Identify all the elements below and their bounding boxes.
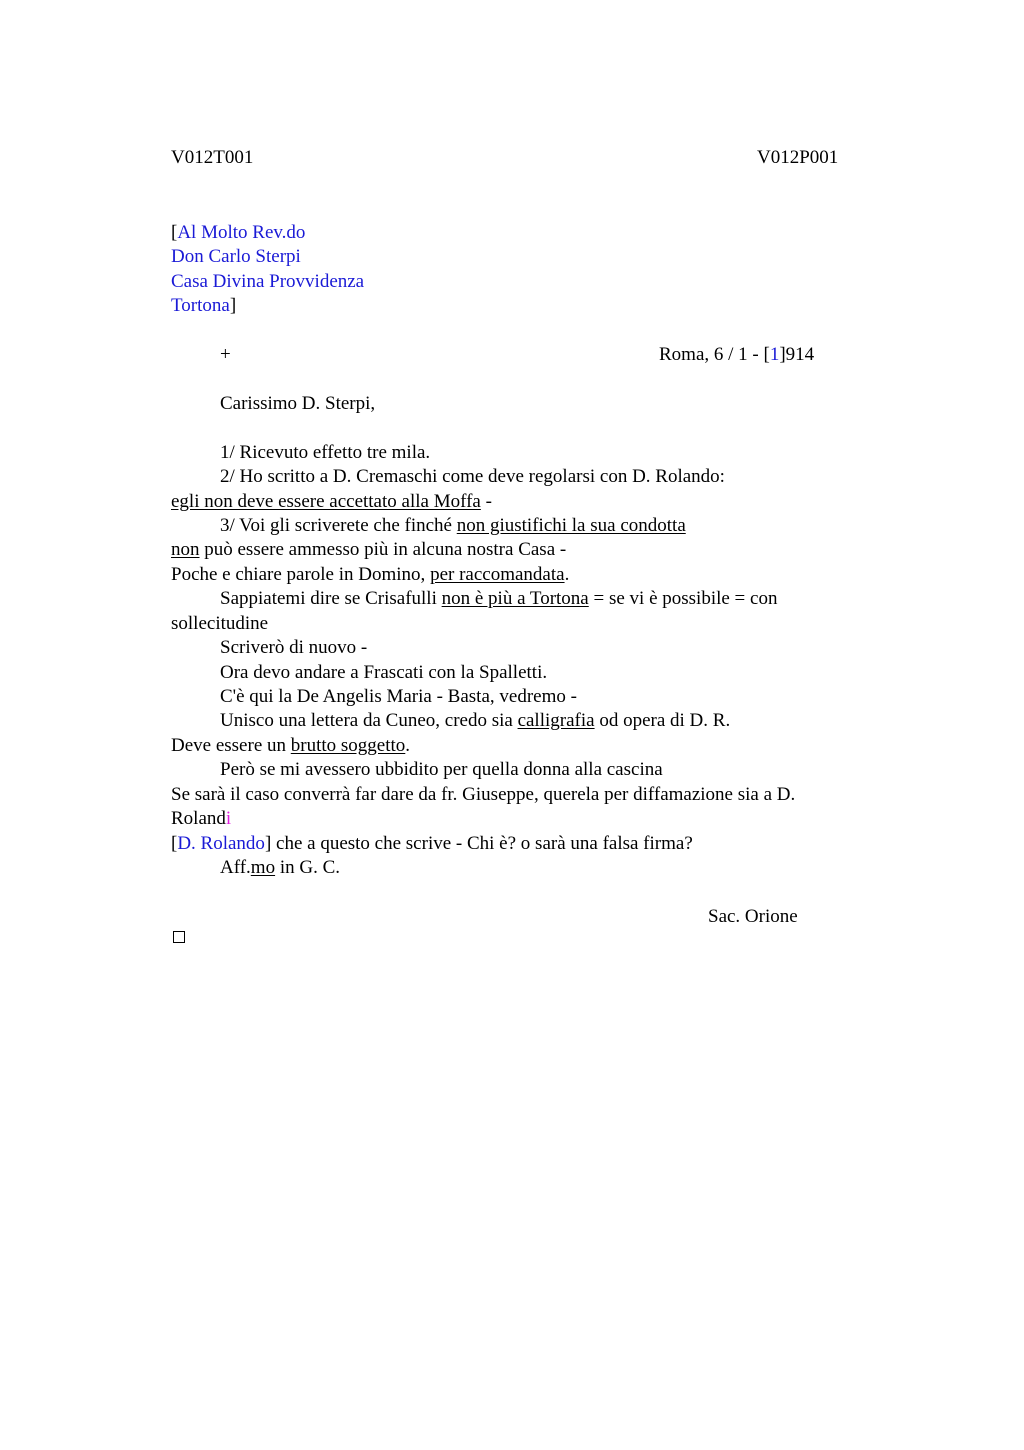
body-line: Unisco una lettera da Cuneo, credo sia calligrafia od opera di D. R. xyxy=(220,710,731,731)
salutation: Carissimo D. Sterpi, xyxy=(220,393,376,414)
address-line-2: Don Carlo Sterpi xyxy=(171,246,301,267)
body-line: Rolandi xyxy=(171,808,232,829)
body-line: Sappiatemi dire se Crisafulli non è più a Tortona = se vi è possibile = con xyxy=(220,588,778,609)
body-line: 1/ Ricevuto effetto tre mila. xyxy=(220,442,431,463)
address-line-3: Casa Divina Provvidenza xyxy=(171,271,365,292)
address-line-4: Tortona xyxy=(171,295,230,316)
date-insertion: 1 xyxy=(769,344,780,365)
correction-mark: i xyxy=(225,808,232,829)
body-line: Ora devo andare a Frascati con la Spalletti. xyxy=(220,662,548,683)
header-right-code: V012P001 xyxy=(757,147,839,168)
signature: Sac. Orione xyxy=(708,906,798,927)
body-line: C'è qui la De Angelis Maria - Basta, vedremo - xyxy=(220,686,577,707)
cross-mark: + xyxy=(220,344,231,365)
editorial-insertion: D. Rolando xyxy=(177,833,265,854)
body-line: egli non deve essere accettato alla Moffa - xyxy=(171,491,492,512)
underlined-text: egli non deve essere accettato alla Moffa xyxy=(171,491,481,512)
underlined-text: mo xyxy=(250,857,276,878)
body-line: [D. Rolando] che a questo che scrive - Chi è? o sarà una falsa firma? xyxy=(171,833,693,854)
end-box-icon xyxy=(173,931,185,943)
date-line: Roma, 6 / 1 - [1]914 xyxy=(659,344,815,365)
address-line-1: Al Molto Rev.do xyxy=(177,222,306,243)
address-close-bracket: ] xyxy=(229,295,237,316)
body-line: Scriverò di nuovo - xyxy=(220,637,368,658)
underlined-text: non xyxy=(171,539,200,560)
body-line: Se sarà il caso converrà far dare da fr. Giuseppe, querela per diffamazione sia a D. xyxy=(171,784,796,805)
body-line: Però se mi avessero ubbidito per quella donna alla cascina xyxy=(220,759,663,780)
body-line: Poche e chiare parole in Domino, per raccomandata. xyxy=(171,564,570,585)
closing-line: Aff.mo in G. C. xyxy=(220,857,341,878)
underlined-text: brutto soggetto xyxy=(290,735,406,756)
address-open-bracket: [ xyxy=(171,222,178,243)
body-line: 2/ Ho scritto a D. Cremaschi come deve regolarsi con D. Rolando: xyxy=(220,466,725,487)
underlined-text: per raccomandata xyxy=(430,564,565,585)
header-left-code: V012T001 xyxy=(171,147,254,168)
body-line: sollecitudine xyxy=(171,613,269,634)
body-line: non può essere ammesso più in alcuna nostra Casa - xyxy=(171,539,567,560)
body-line: Deve essere un brutto soggetto. xyxy=(171,735,411,756)
underlined-text: non è più a Tortona xyxy=(441,588,589,609)
underlined-text: non giustifichi la sua condotta xyxy=(456,515,686,536)
underlined-text: calligrafia xyxy=(517,710,595,731)
body-line: 3/ Voi gli scriverete che finché non giustifichi la sua condotta xyxy=(220,515,686,536)
